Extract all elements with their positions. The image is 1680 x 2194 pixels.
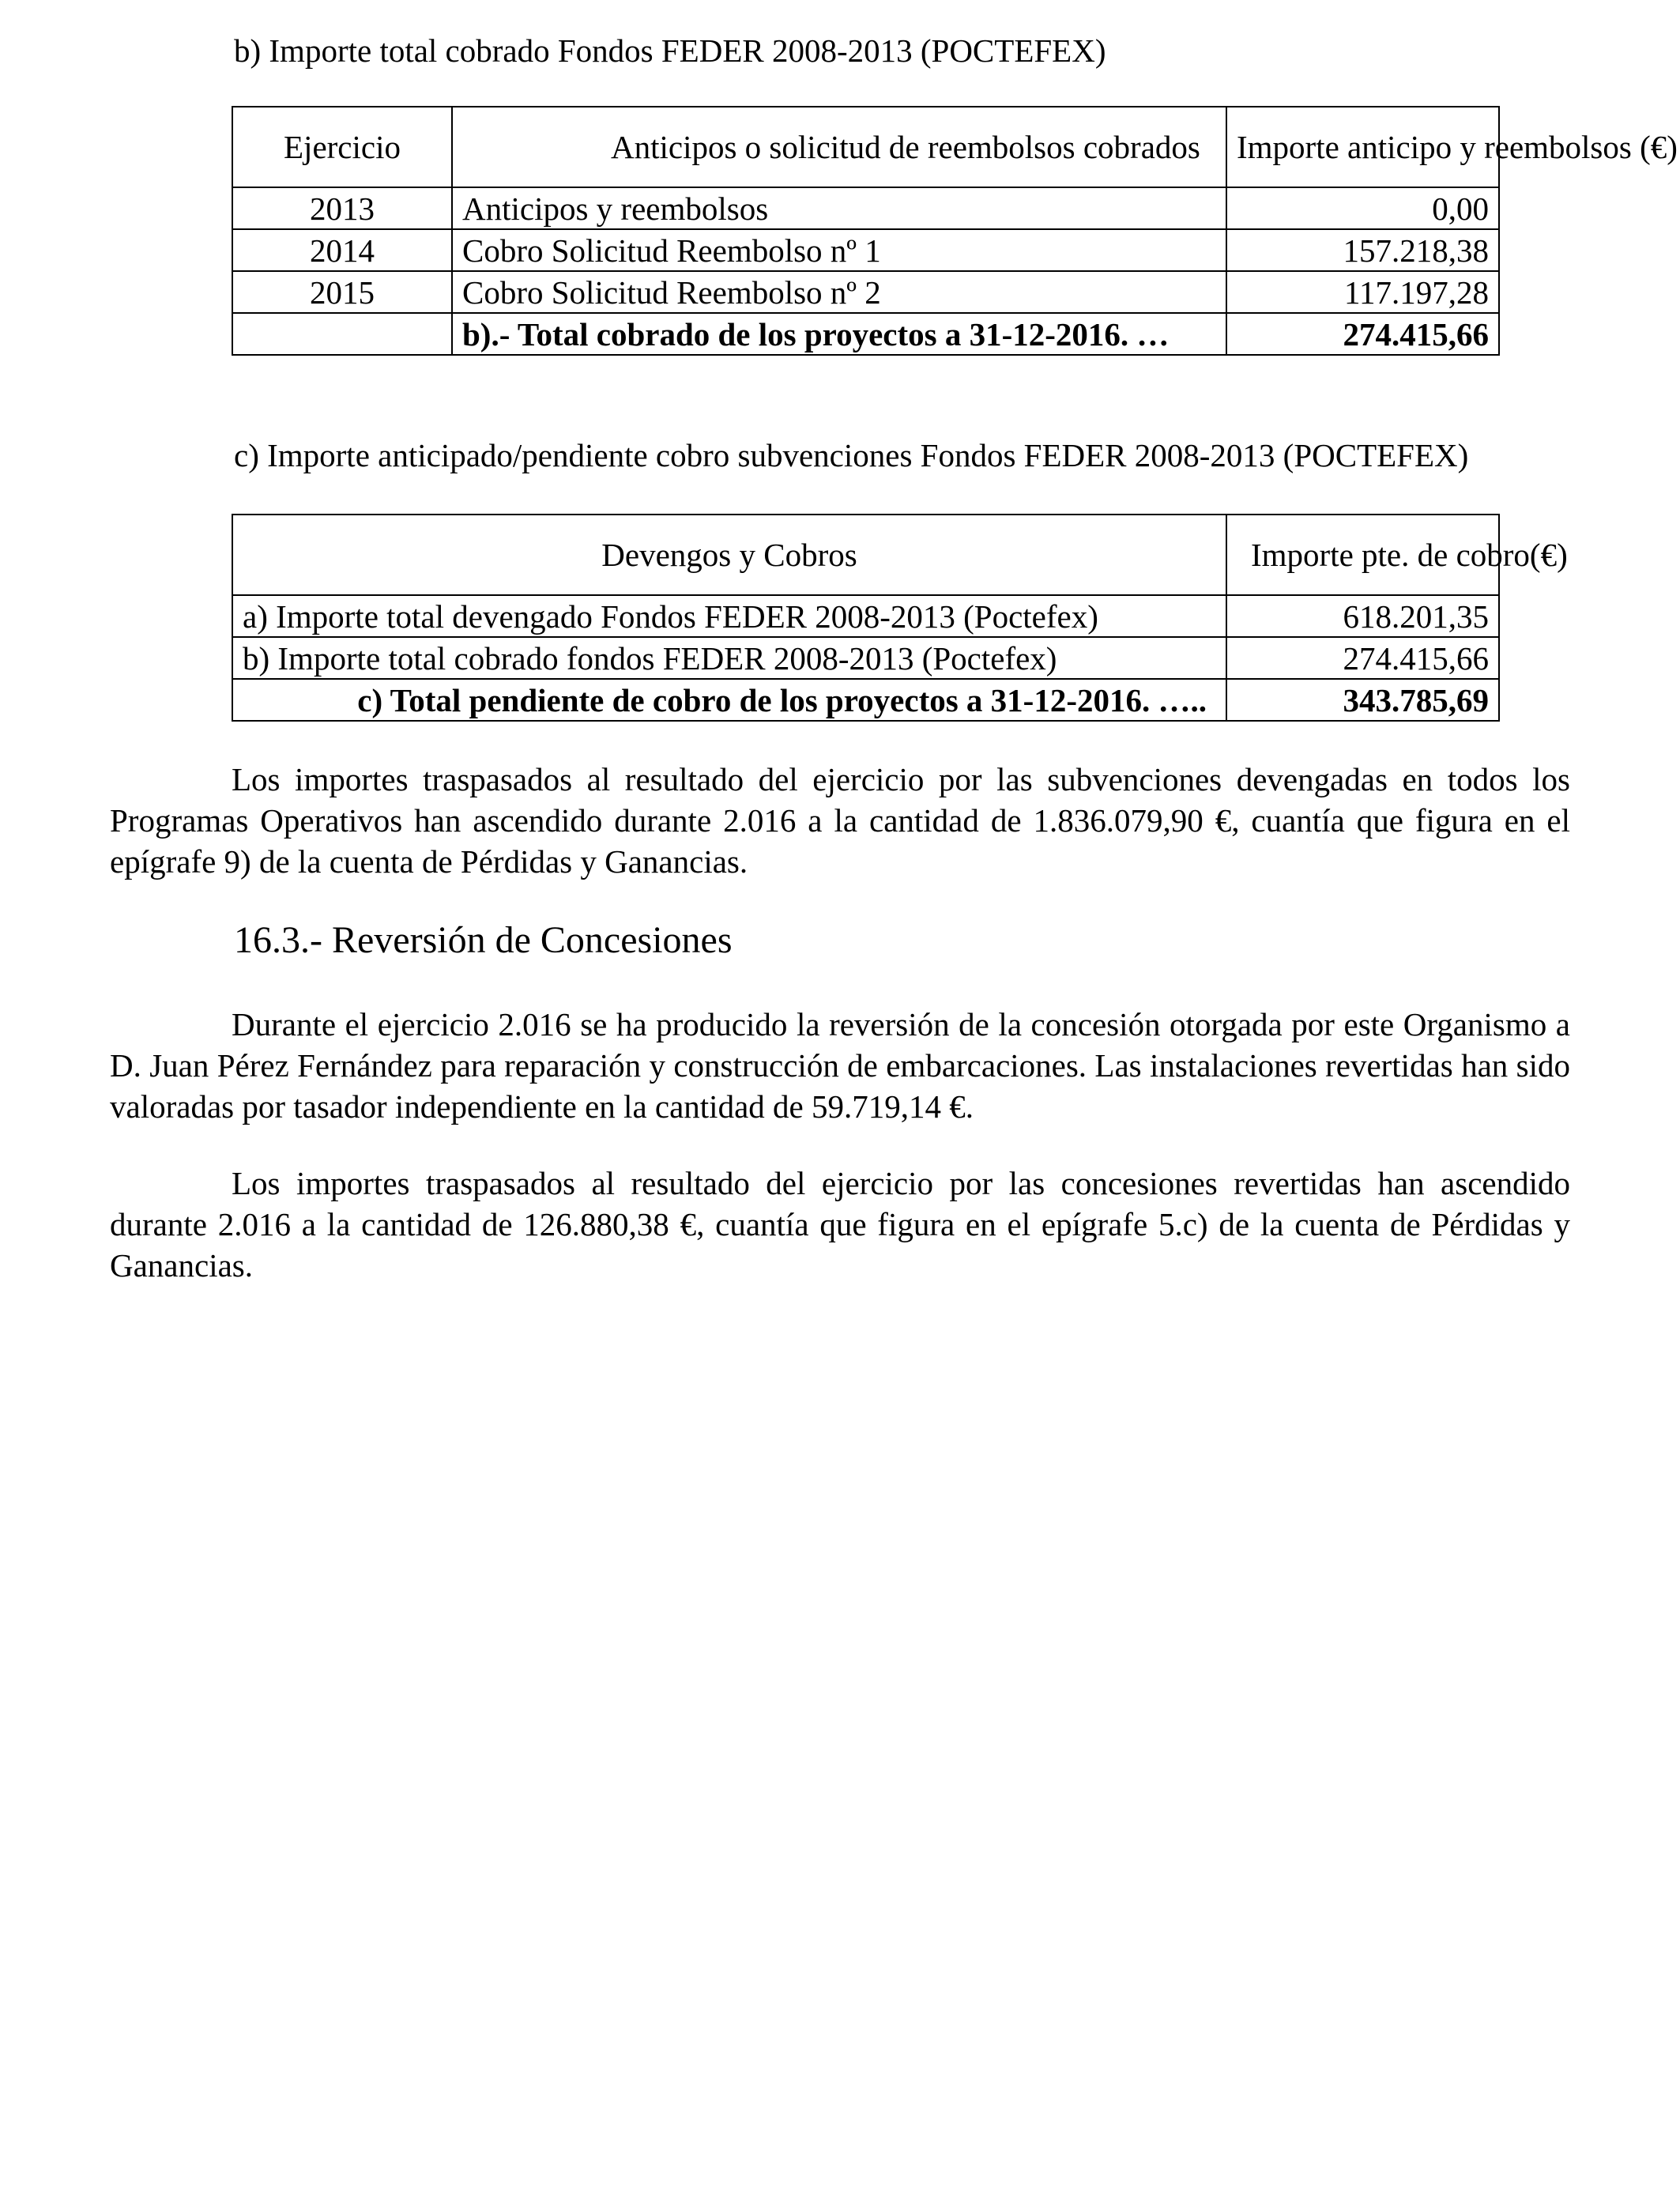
- section-b-caption: b) Importe total cobrado Fondos FEDER 2008-2013 (POCTEFEX): [234, 32, 1106, 69]
- header-importe-pendiente: Importe pte. de cobro(€): [1226, 515, 1499, 595]
- cell-concepto: Cobro Solicitud Reembolso nº 2: [452, 271, 1226, 313]
- cell-concepto: Anticipos y reembolsos: [452, 187, 1226, 229]
- table-row: [232, 187, 1499, 229]
- table-row: [232, 229, 1499, 271]
- cell-concepto: a) Importe total devengado Fondos FEDER 2008-2013 (Poctefex): [232, 595, 1226, 637]
- table-row: [232, 595, 1499, 637]
- cell-empty: [232, 313, 452, 355]
- cell-ejercicio: 2015: [232, 271, 452, 313]
- table-header-row: [232, 515, 1499, 595]
- paragraph-concesiones: Los importes traspasados al resultado del ejercicio por las concesiones revertidas han ascendido durante 2.016 a la cantidad de 126.880,38 €, cuantía que figura en el epígrafe 5.c) de la cuenta de Pérdidas y Ganancias.: [110, 1165, 1570, 1284]
- table-pendiente-cobro: [232, 514, 1568, 722]
- table-header-row: [232, 107, 1499, 187]
- total-importe: 274.415,66: [1226, 313, 1499, 355]
- cell-importe: 618.201,35: [1226, 595, 1499, 637]
- header-concepto: Anticipos o solicitud de reembolsos cobrados: [452, 107, 1226, 187]
- table-total-row: [232, 679, 1499, 721]
- header-ejercicio: Ejercicio: [232, 107, 452, 187]
- cell-ejercicio: 2013: [232, 187, 452, 229]
- paragraph-reversion: Durante el ejercicio 2.016 se ha producido la reversión de la concesión otorgada por este Organismo a D. Juan Pérez Fernández para reparación y construcción de embarcaciones. Las instalaciones revertidas han sido valoradas por tasador independiente en la cantidad de 59.719,14 €.: [110, 1006, 1570, 1125]
- cell-ejercicio: 2014: [232, 229, 452, 271]
- total-importe: 343.785,69: [1226, 679, 1499, 721]
- cell-importe: 0,00: [1226, 187, 1499, 229]
- header-importe: Importe anticipo y reembolsos (€): [1226, 107, 1499, 187]
- paragraph-subvenciones: Los importes traspasados al resultado del ejercicio por las subvenciones devengadas en todos los Programas Operativos han ascendido durante 2.016 a la cantidad de 1.836.079,90 €, cuantía que figura en el epígrafe 9) de la cuenta de Pérdidas y Ganancias.: [110, 761, 1570, 880]
- cell-importe: 117.197,28: [1226, 271, 1499, 313]
- cell-concepto: Cobro Solicitud Reembolso nº 1: [452, 229, 1226, 271]
- total-label: c) Total pendiente de cobro de los proyectos a 31-12-2016. …..: [232, 679, 1226, 721]
- header-devengos: Devengos y Cobros: [232, 515, 1226, 595]
- cell-importe: 274.415,66: [1226, 637, 1499, 679]
- total-label: b).- Total cobrado de los proyectos a 31-12-2016. …: [452, 313, 1226, 355]
- table-row: [232, 637, 1499, 679]
- table-row: [232, 271, 1499, 313]
- cell-concepto: b) Importe total cobrado fondos FEDER 2008-2013 (Poctefex): [232, 637, 1226, 679]
- table-total-row: [232, 313, 1499, 355]
- section-c-caption: c) Importe anticipado/pendiente cobro subvenciones Fondos FEDER 2008-2013 (POCTEFEX): [234, 437, 1469, 473]
- table-importe-cobrado: [232, 106, 1678, 356]
- section-heading: 16.3.- Reversión de Concesiones: [234, 919, 733, 961]
- cell-importe: 157.218,38: [1226, 229, 1499, 271]
